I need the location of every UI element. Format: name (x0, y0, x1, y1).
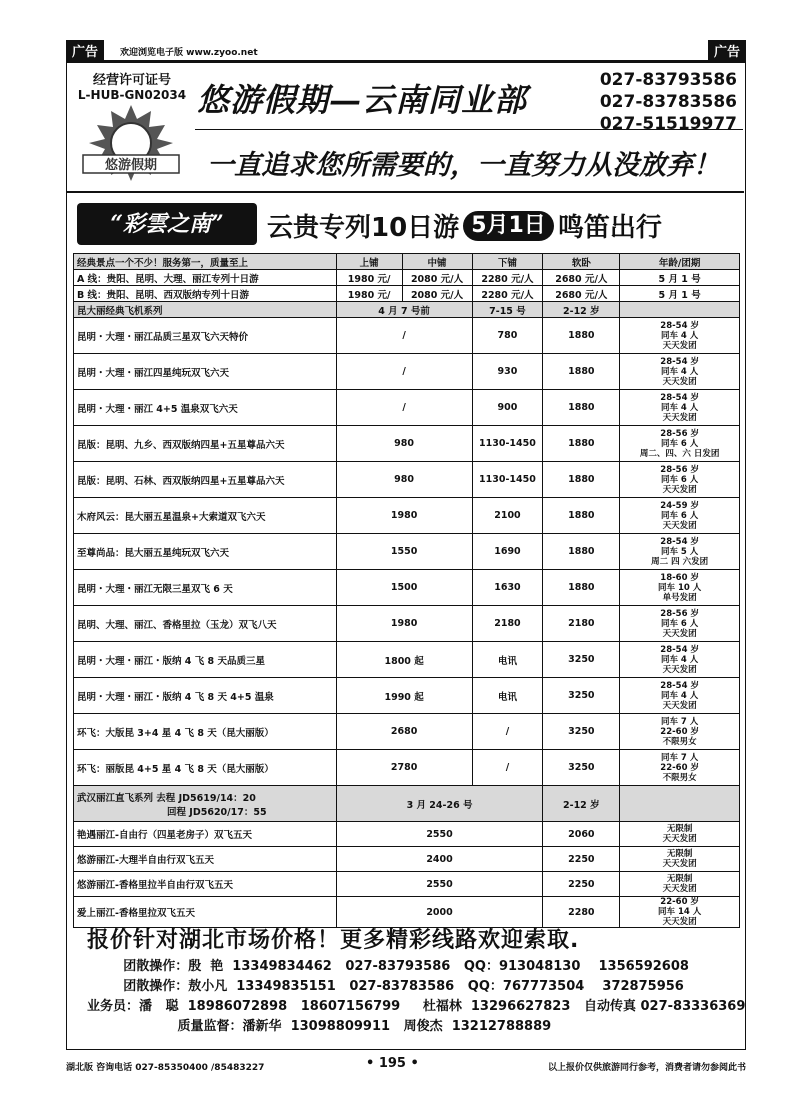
section-cell: 3 月 24-26 号 (336, 786, 543, 822)
section-title-line: 武汉丽江直飞系列 去程 JD5619/14：20 (77, 792, 256, 804)
age-schedule-line: 天天发团 (662, 859, 697, 869)
price-cell: 1130-1450 (472, 426, 543, 462)
section-cell: 2-12 岁 (543, 302, 620, 318)
age-schedule-line: 同车 4 人 (660, 330, 699, 341)
price-cell: 1630 (472, 570, 543, 606)
price-cell: 780 (472, 318, 543, 354)
logo-text: 悠游假期 (104, 158, 158, 173)
route-name: 环飞：大版昆 3+4 星 4 飞 8 天（昆大丽版） (74, 714, 337, 750)
footer-right: 以上报价仅供旅游同行参考，消费者请勿参阅此书 (547, 1063, 746, 1073)
price-cell: 2680 元/人 (543, 270, 620, 286)
price-cell: 2250 (543, 847, 620, 872)
price-cell: / (472, 750, 543, 786)
price-cell: 1980 元/ (336, 270, 402, 286)
age-schedule-line: 天天发团 (662, 884, 697, 894)
price-cell: / (336, 354, 472, 390)
section-title-line: 回程 JD5620/17：55 (167, 806, 267, 818)
header-cell: 经典景点一个不少！服务第一，质量至上 (74, 254, 337, 270)
route-name: 昆明、大理、丽江、香格里拉（玉龙）双飞八天 (74, 606, 337, 642)
price-cell: 930 (472, 354, 543, 390)
price-cell: 2280 元/人 (472, 286, 543, 302)
price-cell: 2080 元/人 (402, 286, 472, 302)
price-cell: 1880 (543, 534, 620, 570)
age-schedule-line: 28-54 岁 (660, 356, 699, 367)
flight-row (74, 354, 740, 390)
price-cell: 1880 (543, 318, 620, 354)
age-schedule-line: 同车 4 人 (660, 654, 699, 665)
route-name: 昆版：昆明、九乡、西双版纳四星+五星尊品六天 (74, 426, 337, 462)
route-name: 昆明・大理・丽江无限三星双飞 6 天 (74, 570, 337, 606)
headline-post: 鸣笛出行 (557, 213, 662, 243)
price-cell: 1980 (336, 498, 472, 534)
price-cell: 2400 (336, 847, 543, 872)
header-cell: 下铺 (472, 254, 543, 270)
age-schedule-line: 天天发团 (662, 628, 697, 639)
age-schedule-line: 28-56 岁 (660, 608, 699, 619)
age-schedule-cell (620, 606, 740, 642)
age-schedule-line: 22-60 岁 (660, 897, 699, 907)
flight-row (74, 678, 740, 714)
price-cell: 1980 元/ (336, 286, 402, 302)
brand-divider (195, 129, 743, 130)
age-schedule-line: 同车 7 人 (660, 752, 699, 763)
age-schedule-line: 28-56 岁 (660, 464, 699, 475)
age-schedule-line: 28-54 岁 (660, 320, 699, 331)
section-title: 昆大丽经典飞机系列 (74, 302, 337, 318)
section-cell: 7-15 号 (472, 302, 543, 318)
price-cell: 2550 (336, 872, 543, 897)
route-name: 悠游丽江-大理半自由行双飞五天 (74, 847, 337, 872)
footer-left: 湖北版 咨询电话 027-85350400 /85483227 (66, 1063, 265, 1073)
price-cell: 1690 (472, 534, 543, 570)
promo-badge: “彩雲之南” (77, 203, 257, 245)
flight-row (74, 606, 740, 642)
age-schedule-line: 周二 四 六发团 (651, 556, 709, 567)
price-table (73, 253, 740, 928)
price-cell: 2180 (543, 606, 620, 642)
age-schedule-line: 28-54 岁 (660, 644, 699, 655)
price-cell: 1980 (336, 606, 472, 642)
age-schedule-line: 同车 6 人 (660, 510, 699, 521)
price-cell: 1500 (336, 570, 472, 606)
age-schedule-cell (620, 750, 740, 786)
route-name: 艳遇丽江-自由行（四星老房子）双飞五天 (74, 822, 337, 847)
ad-frame (66, 62, 746, 1050)
headline-pre: 云贵专列10日游 (267, 213, 460, 243)
age-schedule-line: 天天发团 (662, 520, 697, 531)
route-name: A 线：贵阳、昆明、大理、丽江专列十日游 (74, 270, 337, 286)
price-cell: 1130-1450 (472, 462, 543, 498)
price-cell: 2280 (543, 897, 620, 928)
route-name: B 线：贵阳、昆明、西双版纳专列十日游 (74, 286, 337, 302)
table-header-row (74, 254, 740, 270)
price-cell: 3250 (543, 714, 620, 750)
flight-row (74, 642, 740, 678)
lijiang-row (74, 822, 740, 847)
age-schedule-line: 同车 6 人 (660, 438, 699, 449)
flight-row (74, 570, 740, 606)
phone-list (600, 69, 737, 135)
price-cell: 1880 (543, 354, 620, 390)
age-schedule-line: 周二、四、六 日发团 (639, 448, 720, 459)
flight-row (74, 498, 740, 534)
age-schedule-line: 同车 10 人 (658, 582, 702, 593)
section-cell (620, 302, 740, 318)
price-cell: 1990 起 (336, 678, 472, 714)
age-schedule-cell (620, 426, 740, 462)
price-cell: 980 (336, 426, 472, 462)
header-cell: 软卧 (543, 254, 620, 270)
price-cell: / (336, 318, 472, 354)
price-cell: 2080 元/人 (402, 270, 472, 286)
section-row (74, 302, 740, 318)
contact-line: 团散操作：敖小凡 13349835151 027-83783586 QQ：767773504 372875956 (87, 979, 684, 994)
lijiang-row (74, 872, 740, 897)
age-schedule-cell (620, 642, 740, 678)
price-cell: 3250 (543, 642, 620, 678)
age-schedule-line: 无限制 (666, 824, 693, 834)
age-schedule-line: 同车 5 人 (660, 546, 699, 557)
age-schedule-line: 不限男女 (662, 736, 697, 747)
route-name: 爱上丽江-香格里拉双飞五天 (74, 897, 337, 928)
price-cell: / (472, 714, 543, 750)
age-schedule-line: 无限制 (666, 849, 693, 859)
flight-row (74, 462, 740, 498)
train-row (74, 270, 740, 286)
page-number: • 195 • (366, 1056, 419, 1071)
age-schedule-line: 同车 4 人 (660, 402, 699, 413)
ad-tag-left: 广告 (66, 40, 104, 61)
price-cell: 980 (336, 462, 472, 498)
age-schedule-cell (620, 318, 740, 354)
flight-row (74, 714, 740, 750)
age-schedule-line: 天天发团 (662, 412, 697, 423)
section-cell: 2-12 岁 (543, 786, 620, 822)
age-schedule-cell (620, 462, 740, 498)
section-row (74, 786, 740, 822)
route-name: 至尊尚品：昆大丽五星纯玩双飞六天 (74, 534, 337, 570)
market-banner: 报价针对湖北市场价格！更多精彩线路欢迎索取. (87, 928, 580, 953)
departure-date-pill: 5月1日 (463, 211, 554, 241)
age-schedule-line: 同车 7 人 (660, 716, 699, 727)
contact-line: 团散操作：殷 艳 13349834462 027-83793586 QQ：913048130 1356592608 (87, 959, 689, 974)
route-name: 昆明・大理・丽江品质三星双飞六天特价 (74, 318, 337, 354)
age-schedule-line: 22-60 岁 (660, 726, 699, 737)
contact-line: 业务员：潘 聪 18986072898 18607156799 杜福林 13296627823 自动传真 027-83336369 (87, 999, 746, 1014)
section-title (74, 786, 337, 822)
age-schedule-line: 天天发团 (662, 834, 697, 844)
route-name: 昆明・大理・丽江・版纳 4 飞 8 天 4+5 温泉 (74, 678, 337, 714)
age-schedule-line: 同车 6 人 (660, 618, 699, 629)
brand-title: 悠游假期—云南同业部 (197, 81, 528, 119)
age-schedule-line: 天天发团 (662, 917, 697, 927)
age-schedule-line: 28-56 岁 (660, 428, 699, 439)
price-cell: 2100 (472, 498, 543, 534)
age-schedule-cell (620, 678, 740, 714)
age-schedule-line: 不限男女 (662, 772, 697, 783)
contact-line: 质量监督：潘新华 13098809911 周俊杰 13212788889 (87, 1019, 552, 1034)
route-name: 昆明・大理・丽江・版纳 4 飞 8 天品质三星 (74, 642, 337, 678)
price-cell: 1880 (543, 570, 620, 606)
age-schedule-line: 同车 4 人 (660, 366, 699, 377)
price-cell: 1880 (543, 390, 620, 426)
promo-headline (267, 207, 662, 244)
age-schedule-line: 28-54 岁 (660, 680, 699, 691)
header-cell: 中铺 (402, 254, 472, 270)
price-cell: 1800 起 (336, 642, 472, 678)
route-name: 环飞：丽版昆 4+5 星 4 飞 8 天（昆大丽版） (74, 750, 337, 786)
age-schedule-cell (620, 498, 740, 534)
route-name: 木府风云：昆大丽五星温泉+大索道双飞六天 (74, 498, 337, 534)
age-schedule-cell (620, 354, 740, 390)
age-schedule-line: 天天发团 (662, 484, 697, 495)
price-cell: 电讯 (472, 642, 543, 678)
age-schedule-line: 单号发团 (662, 592, 697, 603)
phone-1: 027-83793586 (599, 70, 737, 90)
age-schedule-line: 天天发团 (662, 340, 697, 351)
age-schedule-cell (620, 847, 740, 872)
price-cell: 1880 (543, 462, 620, 498)
price-cell: 2680 元/人 (543, 286, 620, 302)
flight-row (74, 318, 740, 354)
price-cell: 2180 (472, 606, 543, 642)
license-label: 经营许可证号 (92, 73, 171, 88)
age-schedule-line: 同车 4 人 (660, 690, 699, 701)
train-row (74, 286, 740, 302)
price-cell: 3250 (543, 678, 620, 714)
price-cell: 5 月 1 号 (620, 286, 740, 302)
license-number: L-HUB-GN02034 (77, 88, 187, 102)
age-schedule-cell (620, 897, 740, 928)
ebook-note: 欢迎浏览电子版 www.zyoo.net (120, 48, 258, 58)
header-cell: 年龄/团期 (620, 254, 740, 270)
header-divider (67, 191, 744, 193)
price-cell: 2250 (543, 872, 620, 897)
top-bar (66, 40, 746, 60)
age-schedule-line: 18-60 岁 (660, 572, 699, 583)
price-cell: 1550 (336, 534, 472, 570)
price-cell: 2000 (336, 897, 543, 928)
age-schedule-line: 天天发团 (662, 376, 697, 387)
age-schedule-cell (620, 872, 740, 897)
price-cell: 3250 (543, 750, 620, 786)
ad-tag-right: 广告 (708, 40, 746, 61)
route-name: 悠游丽江-香格里拉半自由行双飞五天 (74, 872, 337, 897)
price-cell: 1880 (543, 426, 620, 462)
route-name: 昆版：昆明、石林、西双版纳四星+五星尊品六天 (74, 462, 337, 498)
age-schedule-cell (620, 570, 740, 606)
route-name: 昆明・大理・丽江四星纯玩双飞六天 (74, 354, 337, 390)
price-cell: 900 (472, 390, 543, 426)
age-schedule-line: 同车 14 人 (658, 907, 702, 917)
age-schedule-cell (620, 390, 740, 426)
price-cell: 2060 (543, 822, 620, 847)
age-schedule-line: 同车 6 人 (660, 474, 699, 485)
age-schedule-line: 28-54 岁 (660, 392, 699, 403)
price-cell: 2780 (336, 750, 472, 786)
phone-2: 027-83783586 (599, 92, 737, 112)
company-logo-icon (81, 103, 181, 181)
contact-block (87, 957, 745, 1037)
flight-row (74, 750, 740, 786)
price-cell: 1880 (543, 498, 620, 534)
lijiang-row (74, 847, 740, 872)
section-cell (620, 786, 740, 822)
header-cell: 上铺 (336, 254, 402, 270)
phone-3: 027-51519977 (599, 114, 737, 134)
age-schedule-line: 24-59 岁 (660, 500, 699, 511)
price-cell: 5 月 1 号 (620, 270, 740, 286)
price-cell: 2280 元/人 (472, 270, 543, 286)
price-cell: 2550 (336, 822, 543, 847)
age-schedule-cell (620, 534, 740, 570)
flight-row (74, 426, 740, 462)
price-cell: 2680 (336, 714, 472, 750)
age-schedule-line: 天天发团 (662, 700, 697, 711)
age-schedule-line: 天天发团 (662, 664, 697, 675)
age-schedule-line: 28-54 岁 (660, 536, 699, 547)
age-schedule-cell (620, 822, 740, 847)
age-schedule-line: 22-60 岁 (660, 762, 699, 773)
price-cell: / (336, 390, 472, 426)
price-cell: 电讯 (472, 678, 543, 714)
age-schedule-cell (620, 714, 740, 750)
flight-row (74, 390, 740, 426)
slogan: 一直追求您所需要的，一直努力从没放弃！ (207, 150, 720, 181)
route-name: 昆明・大理・丽江 4+5 温泉双飞六天 (74, 390, 337, 426)
age-schedule-line: 无限制 (666, 874, 693, 884)
section-cell: 4 月 7 号前 (336, 302, 472, 318)
flight-row (74, 534, 740, 570)
license-block (73, 69, 191, 102)
